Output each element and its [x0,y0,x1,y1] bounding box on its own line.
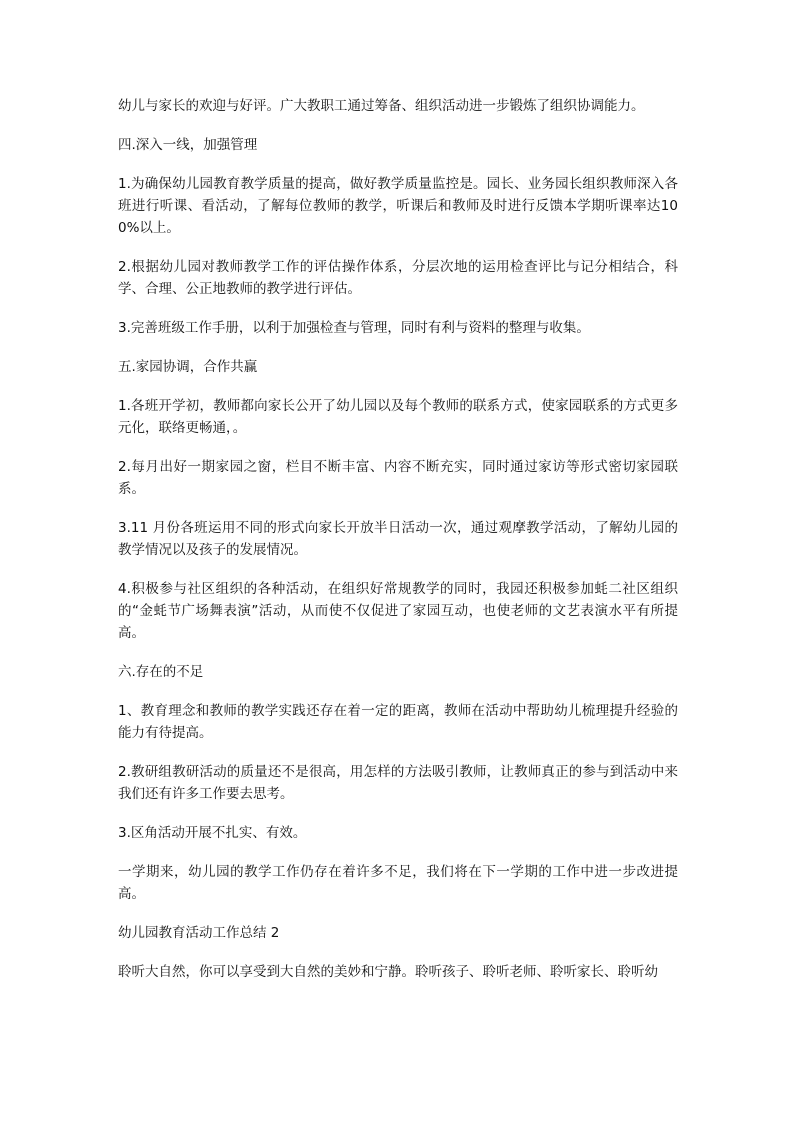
paragraph-4-3: 3.完善班级工作手册，以利于加强检查与管理，同时有利与资料的整理与收集。 [118,320,590,336]
paragraph-5-2: 2.每月出好一期家园之窗，栏目不断丰富、内容不断充实，同时通过家访等形式密切家园联系。 [118,459,678,497]
paragraph-5-3: 3.11 月份各班运用不同的形式向家长开放半日活动一次，通过观摩教学活动，了解幼儿园的教学情况以及孩子的发展情况。 [118,520,678,558]
paragraph-nature: 聆听大自然，你可以享受到大自然的美妙和宁静。聆听孩子、聆听老师、聆听家长、聆听幼 [118,964,658,980]
section-heading-4: 四.深入一线，加强管理 [118,137,258,153]
paragraph-4-1: 1.为确保幼儿园教育教学质量的提高，做好教学质量监控是。园长、业务园长组织教师深入各班进行听课、看活动，了解每位教师的教学，听课后和教师及时进行反馈本学期听课率达100%以上。 [118,176,678,236]
paragraph-intro: 幼儿与家长的欢迎与好评。广大教职工通过筹备、组织活动进一步锻炼了组织协调能力。 [118,98,645,114]
section-heading-5: 五.家园协调，合作共赢 [118,359,258,375]
paragraph-6-1: 1、教育理念和教师的教学实践还存在着一定的距离，教师在活动中帮助幼儿梳理提升经验的能力有待提高。 [118,703,678,741]
paragraph-4-2: 2.根据幼儿园对教师教学工作的评估操作体系，分层次地的运用检查评比与记分相结合，科学、合理、公正地教师的教学进行评估。 [118,259,678,297]
paragraph-6-2: 2.教研组教研活动的质量还不是很高，用怎样的方法吸引教师，让教师真正的参与到活动中来我们还有许多工作要去思考。 [118,764,678,802]
section-heading-6: 六.存在的不足 [118,664,204,680]
document-page [118,95,678,1000]
document-subtitle-2: 幼儿园教育活动工作总结 2 [118,925,280,941]
paragraph-5-4: 4.积极参与社区组织的各种活动，在组织好常规教学的同时，我园还积极参加蚝二社区组织的“金蚝节广场舞表演”活动，从而使不仅促进了家园互动，也使老师的文艺表演水平有所提高。 [118,581,678,641]
paragraph-5-1: 1.各班开学初，教师都向家长公开了幼儿园以及每个教师的联系方式，使家园联系的方式更多元化，联络更畅通，。 [118,398,678,436]
paragraph-6-3: 3.区角活动开展不扎实、有效。 [118,825,307,841]
paragraph-conclusion: 一学期来，幼儿园的教学工作仍存在着许多不足，我们将在下一学期的工作中进一步改进提高。 [118,864,678,902]
